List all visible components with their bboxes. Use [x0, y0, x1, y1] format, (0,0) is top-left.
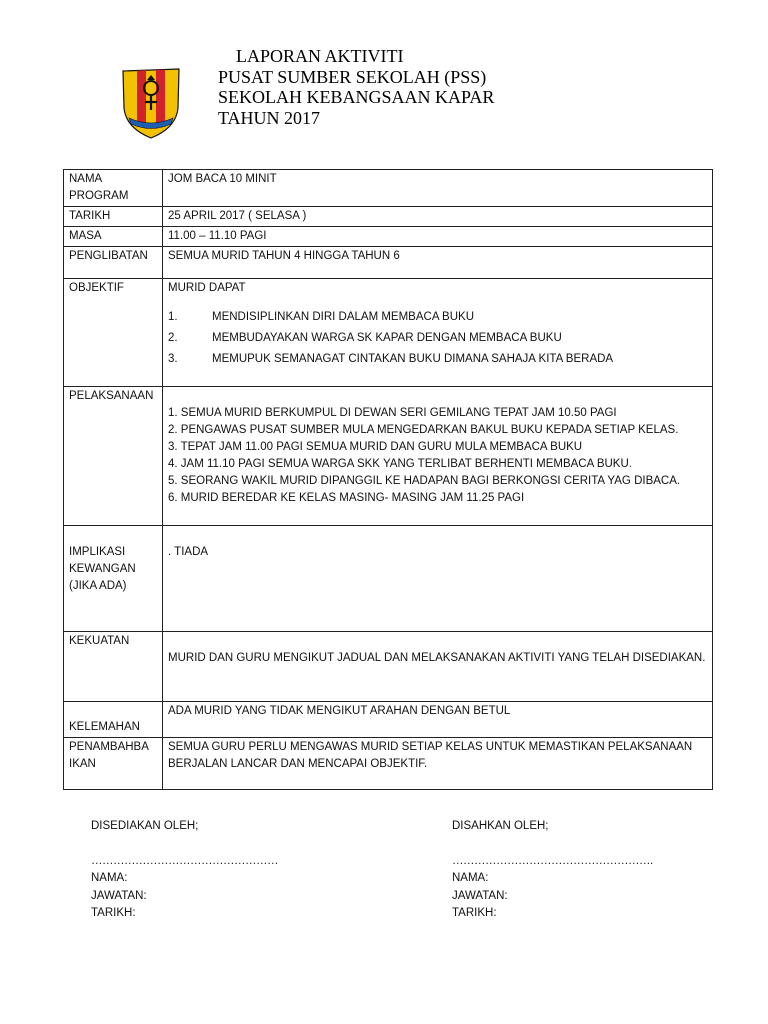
- value-penglibatan: SEMUA MURID TAHUN 4 HINGGA TAHUN 6: [163, 247, 713, 279]
- value-kekuatan-text: MURID DAN GURU MENGIKUT JADUAL DAN MELAKSANAKAN AKTIVITI YANG TELAH DISEDIAKAN.: [168, 652, 706, 664]
- unit-name: PUSAT SUMBER SEKOLAH (PSS): [218, 66, 487, 87]
- row-penambahbaikan: [64, 738, 713, 790]
- objektif-item-number: 1.: [168, 311, 178, 323]
- signature-line: ……………………………………………: [91, 854, 278, 867]
- report-title: LAPORAN AKTIVITI: [236, 46, 404, 66]
- pelaksanaan-step: 1. SEMUA MURID BERKUMPUL DI DEWAN SERI GEMILANG TEPAT JAM 10.50 PAGI: [168, 407, 617, 419]
- label-masa: MASA: [64, 227, 163, 247]
- approved-by-title: DISAHKAN OLEH;: [452, 820, 549, 832]
- row-pelaksanaan: [64, 387, 713, 526]
- pelaksanaan-step: 2. PENGAWAS PUSAT SUMBER MULA MENGEDARKAN BAKUL BUKU KEPADA SETIAP KELAS.: [168, 424, 679, 436]
- objektif-item: [168, 309, 707, 326]
- approved-by-tarikh: TARIKH:: [452, 907, 497, 919]
- objektif-item-text: MEMUPUK SEMANAGAT CINTAKAN BUKU DIMANA SAHAJA KITA BERADA: [212, 353, 614, 365]
- row-implikasi: [64, 526, 713, 632]
- prepared-by-title: DISEDIAKAN OLEH;: [91, 820, 199, 832]
- value-implikasi: [163, 526, 713, 632]
- objektif-item-number: 2.: [168, 332, 178, 344]
- school-name: SEKOLAH KEBANGSAAN KAPAR: [218, 87, 495, 107]
- value-pelaksanaan: [163, 387, 713, 526]
- pelaksanaan-step: 6. MURID BEREDAR KE KELAS MASING- MASING JAM 11.25 PAGI: [168, 492, 525, 504]
- objektif-item-text: MENDISIPLINKAN DIRI DALAM MEMBACA BUKU: [212, 311, 474, 323]
- row-penglibatan: [64, 247, 713, 279]
- objektif-item: [168, 351, 707, 368]
- objektif-item-text: MEMBUDAYAKAN WARGA SK KAPAR DENGAN MEMBACA BUKU: [212, 332, 562, 344]
- report-table: [63, 169, 713, 790]
- row-tarikh: [64, 207, 713, 227]
- label-kekuatan: KEKUATAN: [64, 632, 163, 702]
- school-crest-logo: [120, 66, 182, 140]
- prepared-by-tarikh: TARIKH:: [91, 907, 136, 919]
- label-implikasi-text: IMPLIKASI KEWANGAN (JIKA ADA): [69, 546, 136, 592]
- label-tarikh: TARIKH: [64, 207, 163, 227]
- value-objektif: [163, 279, 713, 387]
- pelaksanaan-step: 3. TEPAT JAM 11.00 PAGI SEMUA MURID DAN GURU MULA MEMBACA BUKU: [168, 441, 583, 453]
- value-nama-program: JOM BACA 10 MINIT: [163, 170, 713, 207]
- signature-line: ……………………………………………….: [452, 854, 653, 867]
- label-kelemahan: KELEMAHAN: [64, 702, 163, 738]
- label-pelaksanaan: PELAKSANAAN: [64, 387, 163, 526]
- objektif-item: [168, 330, 707, 347]
- prepared-by-jawatan: JAWATAN:: [91, 889, 147, 902]
- row-objektif: [64, 279, 713, 387]
- value-masa: 11.00 – 11.10 PAGI: [163, 227, 713, 247]
- prepared-by-block: [91, 818, 278, 923]
- objektif-item-number: 3.: [168, 353, 178, 365]
- approved-by-jawatan: JAWATAN:: [452, 889, 508, 902]
- row-nama-program: [64, 170, 713, 207]
- label-implikasi: [64, 526, 163, 632]
- pelaksanaan-step: 4. JAM 11.10 PAGI SEMUA WARGA SKK YANG TERLIBAT BERHENTI MEMBACA BUKU.: [168, 458, 632, 470]
- report-year: TAHUN 2017: [218, 107, 321, 128]
- row-masa: [64, 227, 713, 247]
- label-penglibatan: PENGLIBATAN: [64, 247, 163, 279]
- label-penambahbaikan: PENAMBAHBA IKAN: [64, 738, 163, 790]
- row-kekuatan: [64, 632, 713, 702]
- prepared-by-nama: NAMA:: [91, 872, 128, 884]
- value-kelemahan: ADA MURID YANG TIDAK MENGIKUT ARAHAN DENGAN BETUL: [163, 702, 713, 738]
- value-kekuatan: [163, 632, 713, 702]
- pelaksanaan-step: 5. SEORANG WAKIL MURID DIPANGGIL KE HADAPAN BAGI BERKONGSI CERITA YAG DIBACA.: [168, 475, 681, 487]
- value-penambahbaikan: SEMUA GURU PERLU MENGAWAS MURID SETIAP KELAS UNTUK MEMASTIKAN PELAKSANAAN BERJALAN LANCAR DAN MENCAPAI OBJEKTIF.: [163, 738, 713, 790]
- label-objektif: OBJEKTIF: [64, 279, 163, 387]
- value-implikasi-text: . TIADA: [168, 546, 209, 558]
- value-tarikh: 25 APRIL 2017 ( SELASA ): [163, 207, 713, 227]
- objektif-intro: MURID DAPAT: [168, 282, 246, 294]
- approved-by-nama: NAMA:: [452, 872, 489, 884]
- report-header: [218, 46, 494, 128]
- label-nama-program: NAMA PROGRAM: [64, 170, 163, 207]
- row-kelemahan: [64, 702, 713, 738]
- approved-by-block: [452, 818, 653, 923]
